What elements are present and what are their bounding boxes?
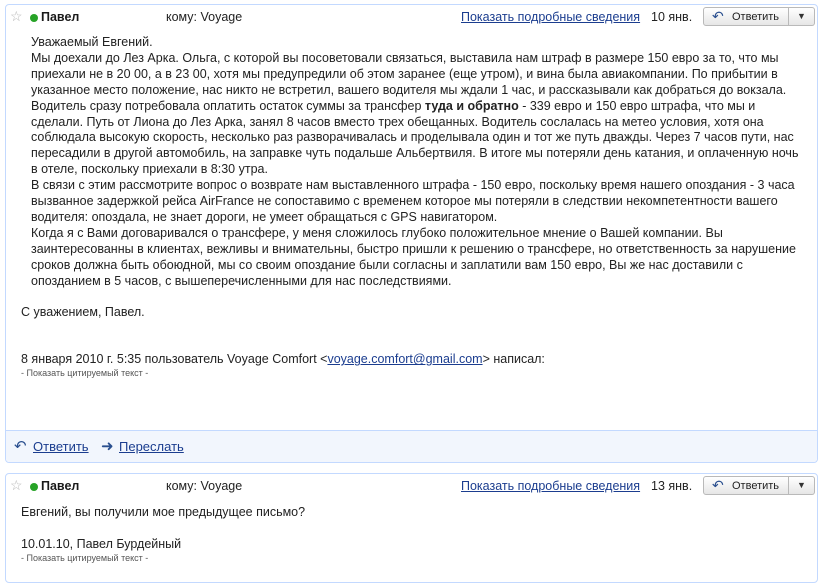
reply-button[interactable]: [703, 7, 789, 26]
show-quoted-text-link[interactable]: - Показать цитируемый текст -: [21, 368, 149, 379]
recipient-label: кому: Voyage: [166, 479, 243, 493]
message-footer: [6, 430, 817, 462]
paragraph: Когда я с Вами договаривался о трансфере, у меня сложилось глубоко положительное мнение о Вашей компании. Вы заинтересованны в клиентах, вежливы и внимательны, быстро пришли к решению о трансфере, но ответственность за нарушение сроков должна быть обоюдной, мы со своим опоздание были согласны и заплатили вам 150 евро, Вы же нас доставили с опозданием в 5 часов, с вышеперечисленными для нас последствиями.: [31, 225, 796, 288]
footer-reply-link[interactable]: Ответить: [33, 439, 89, 454]
more-actions-button[interactable]: [789, 7, 815, 26]
message-line: 10.01.10, Павел Бурдейный: [21, 536, 182, 551]
bold-text: туда и обратно: [424, 98, 519, 113]
star-icon[interactable]: ☆: [10, 8, 23, 24]
message-card: [5, 473, 818, 583]
message-line: Евгений, вы получили мое предыдущее письмо?: [21, 505, 306, 519]
star-icon[interactable]: ☆: [10, 477, 23, 493]
reply-arrow-icon: ↶: [712, 8, 724, 24]
message-body: [21, 505, 801, 564]
reply-arrow-icon: ↶: [14, 438, 27, 455]
forward-arrow-icon: ➜: [101, 438, 114, 455]
message-card: [5, 4, 818, 463]
paragraph: В связи с этим рассмотрите вопрос о возврате нам выставленного штрафа - 150 евро, поскольку время нашего опоздания - 3 часа вызванное задержкой рейса AirFrance не сопоставимо с временем которое мы потеряли в следствии некомпетентности вашего водителя: опоздала, не знает дороги, не умеет обращаться с GPS навигатором.: [31, 178, 795, 224]
online-status-icon: [30, 14, 38, 22]
message-header: [6, 474, 817, 500]
sender-name[interactable]: Павел: [41, 10, 80, 24]
reply-arrow-icon: ↶: [712, 477, 724, 493]
message-date: 10 янв.: [651, 10, 693, 24]
message-date: 13 янв.: [651, 479, 693, 493]
signoff: С уважением, Павел.: [21, 304, 145, 319]
footer-forward-link[interactable]: Переслать: [119, 439, 184, 454]
email-link[interactable]: voyage.comfort@gmail.com: [327, 352, 483, 367]
greeting: Уважаемый Евгений.: [31, 35, 153, 49]
show-details-link[interactable]: Показать подробные сведения: [461, 479, 641, 493]
reply-button[interactable]: [703, 476, 789, 495]
show-quoted-text-link[interactable]: - Показать цитируемый текст -: [21, 552, 149, 563]
online-status-icon: [30, 483, 38, 491]
message-header: [6, 5, 817, 31]
reply-button-label: Ответить: [732, 11, 780, 23]
message-body: [21, 35, 801, 379]
recipient-label: кому: Voyage: [166, 10, 243, 24]
dropdown-arrow-icon: ▼: [797, 480, 806, 490]
show-details-link[interactable]: Показать подробные сведения: [461, 10, 641, 24]
sender-name[interactable]: Павел: [41, 479, 80, 493]
quote-header: 8 января 2010 г. 5:35 пользователь Voyage Comfort <voyage.comfort@gmail.com> написал:: [21, 352, 545, 367]
dropdown-arrow-icon: ▼: [797, 11, 806, 21]
more-actions-button[interactable]: [789, 476, 815, 495]
paragraph: Мы доехали до Лез Арка. Ольга, с которой вы посоветовали связаться, выставила нам штраф в размере 150 евро за то, что мы приехали не в 20 00, а в 23 00, хотя мы предупредили об этом заранее (еще утром), и вина была авиакомпании. По прибытии в указанное место положение, нас никто не встретил, вашего водителя мы ждали 1 час, и рассказывали как добраться до вокзала. Водитель сразу потребовала оплатить остаток суммы за трансфер туда и обратно - 339 евро и 150 евро штрафа, что мы и сделали. Путь от Лиона до Лез Арка, занял 8 часов вместо трех обещанных. Водитель сослалась на метео условия, хотя она соблюдала высокую скорость, несколько раз разворачивалась и проделывала один и тот же путь дважды. Через 7 часов пути, нас пересадили в другой автомобиль, на заправке чуть подальше Альбертвиля. В итоге мы потеряли день катания, и оплаченную ночь в отеле, поскольку приехали в 8:30 утра.: [31, 50, 799, 177]
reply-button-label: Ответить: [732, 480, 780, 492]
